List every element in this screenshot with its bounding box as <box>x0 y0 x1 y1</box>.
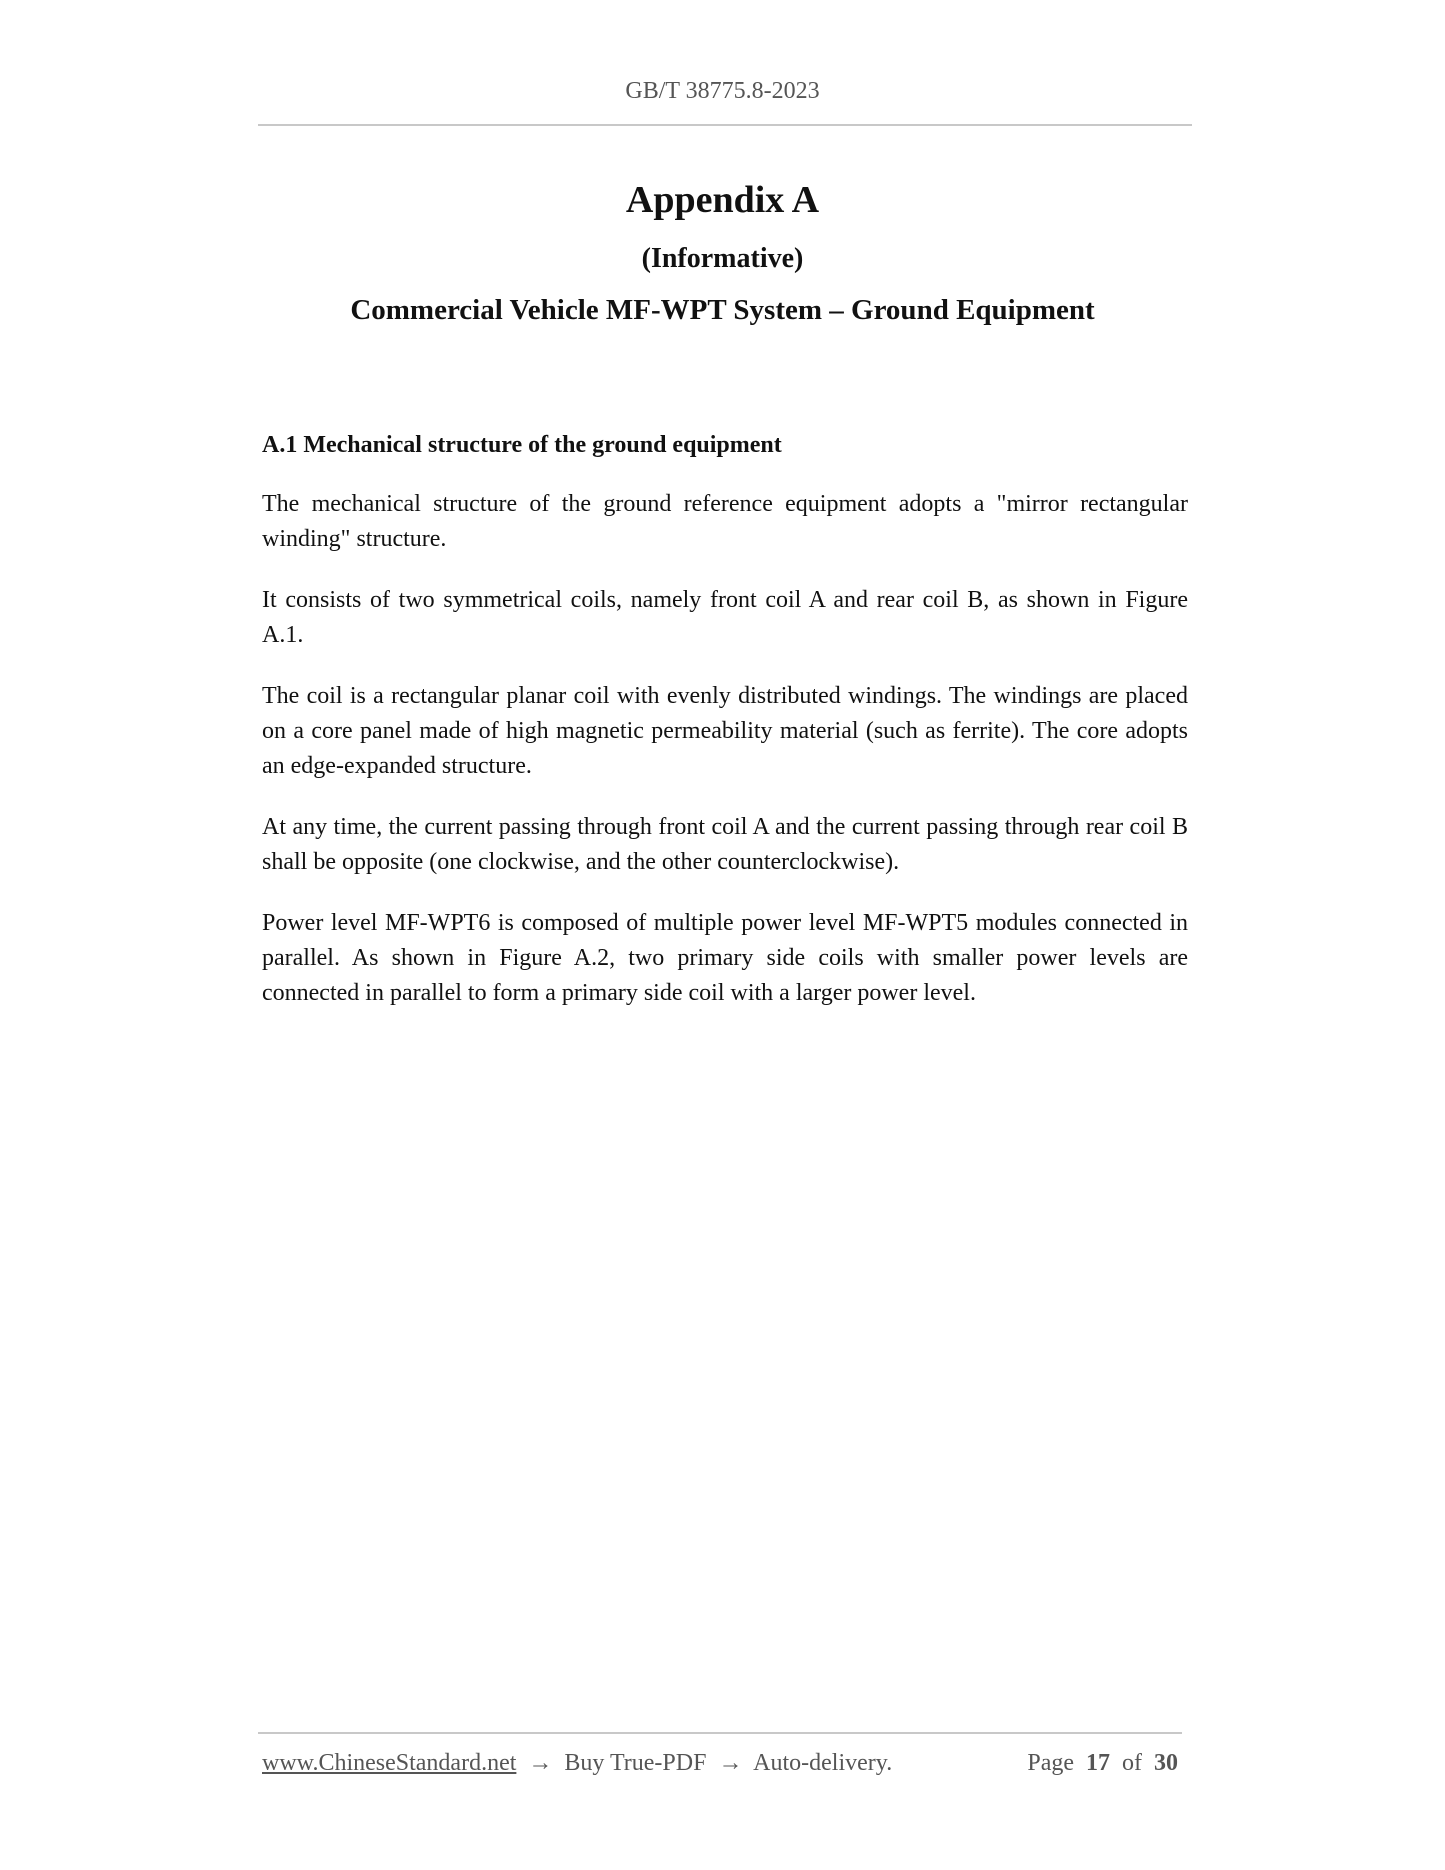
document-header-code: GB/T 38775.8-2023 <box>625 78 820 104</box>
current-page-number: 17 <box>1086 1750 1110 1776</box>
paragraph: Power level MF-WPT6 is composed of multiple power level MF-WPT5 modules connected in parallel. As shown in Figure A.2, two primary side coils with smaller power levels are connected in parallel to form a primary side coil with a larger power level. <box>262 910 1188 1006</box>
buy-pdf-text: Buy True-PDF <box>564 1750 707 1776</box>
auto-delivery-text: Auto-delivery. <box>753 1750 893 1776</box>
website-link[interactable]: www.ChineseStandard.net <box>262 1750 517 1776</box>
page-indicator <box>1027 1750 1178 1777</box>
total-pages-number: 30 <box>1154 1750 1178 1776</box>
header-divider <box>258 124 1192 126</box>
paragraph: The mechanical structure of the ground reference equipment adopts a "mirror rectangular winding" structure. <box>262 491 1188 552</box>
arrow-right-icon: → <box>718 1750 743 1776</box>
arrow-right-icon: → <box>528 1750 553 1776</box>
paragraph: At any time, the current passing through front coil A and the current passing through rear coil B shall be opposite (one clockwise, and the other counterclockwise). <box>262 814 1188 875</box>
paragraph: It consists of two symmetrical coils, namely front coil A and rear coil B, as shown in Figure A.1. <box>262 587 1188 648</box>
appendix-subject: Commercial Vehicle MF-WPT System – Ground Equipment <box>350 294 1095 326</box>
paragraph: The coil is a rectangular planar coil with evenly distributed windings. The windings are placed on a core panel made of high magnetic permeability material (such as ferrite). The core adopts an edge-expanded structure. <box>262 683 1188 779</box>
footer-promo <box>262 1750 892 1777</box>
of-label: of <box>1122 1750 1142 1776</box>
document-body <box>262 428 1188 1037</box>
appendix-type: (Informative) <box>641 243 804 274</box>
section-heading: A.1 Mechanical structure of the ground equipment <box>262 432 782 458</box>
footer-divider <box>258 1732 1182 1734</box>
page-label: Page <box>1027 1750 1074 1776</box>
appendix-title: Appendix A <box>625 179 820 221</box>
